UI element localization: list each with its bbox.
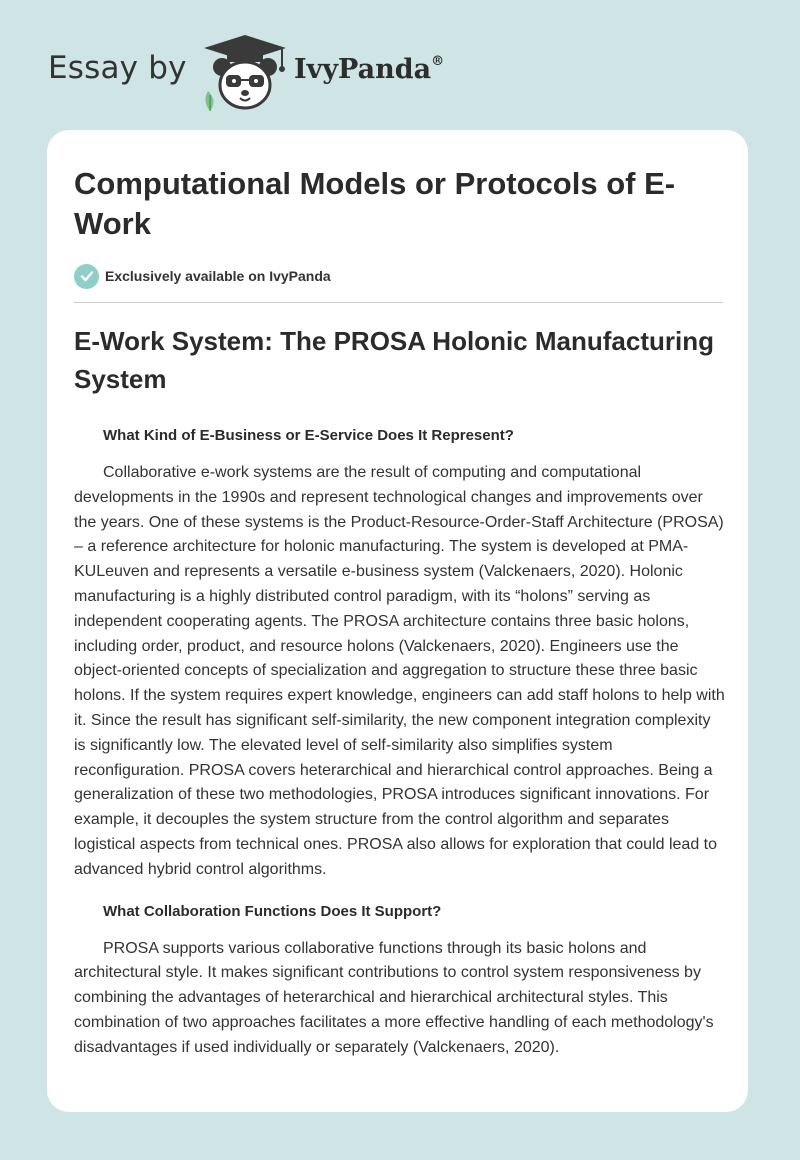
- registered-mark: ®: [431, 54, 445, 69]
- brand-name[interactable]: IvyPanda®: [294, 54, 445, 85]
- paragraph: PROSA supports various collaborative functions through its basic holons and architectural style. It makes significant contributions to control system responsiveness by combining the advantages of heterarchical and hierarchical architectural styles. This combination of two approaches facilitates a more effective handling of each methodology's disadvantages if used individually or separately (Valckenaers, 2020).: [74, 939, 714, 1056]
- article-body: [74, 322, 726, 1061]
- page-title: Computational Models or Protocols of E-Work: [74, 166, 676, 241]
- brand-prefix: Essay by: [48, 50, 187, 86]
- article-card: [47, 130, 748, 1112]
- panda-logo-icon[interactable]: [200, 33, 290, 113]
- badge-label: Exclusively available on IvyPanda: [105, 268, 331, 284]
- site-header: [0, 0, 800, 130]
- subheading-represent: What Kind of E-Business or E-Service Does It Represent?: [103, 427, 514, 444]
- check-icon: [74, 264, 99, 289]
- subheading-collaboration: What Collaboration Functions Does It Support?: [103, 902, 442, 920]
- paragraph: Collaborative e-work systems are the result of computing and computational developments in the 1990s and represent technological changes and improvements over the years. One of these systems is the Product-Resource-Order-Staff Architecture (PROSA) – a reference architecture for holonic manufacturing. The system is developed at PMA-KULeuven and represents a versatile e-business system (Valckenaers, 2020). Holonic manufacturing is a highly distributed control paradigm, with its “holons” serving as independent cooperating agents. The PROSA architecture contains three basic holons, including order, product, and resource holons (Valckenaers, 2020). Engineers use the object-oriented concepts of specialization and aggregation to structure these three basic holons. If the system requires expert knowledge, engineers can add staff holons to help with it. Since the result has significant self-similarity, the new component integration complexity is significantly low. The elevated level of self-similarity also simplifies system reconfiguration. PROSA covers heterarchical and hierarchical control approaches. Being a generalization of these two methodologies, PROSA introduces significant innovations. For example, it decouples the system structure from the control algorithm and separates logistical aspects from technical ones. PROSA also allows for exploration that could lead to advanced hybrid control algorithms.: [74, 464, 725, 878]
- exclusive-badge: [74, 263, 331, 289]
- divider: [74, 302, 723, 303]
- section-title: E-Work System: The PROSA Holonic Manufacturing System: [74, 326, 714, 394]
